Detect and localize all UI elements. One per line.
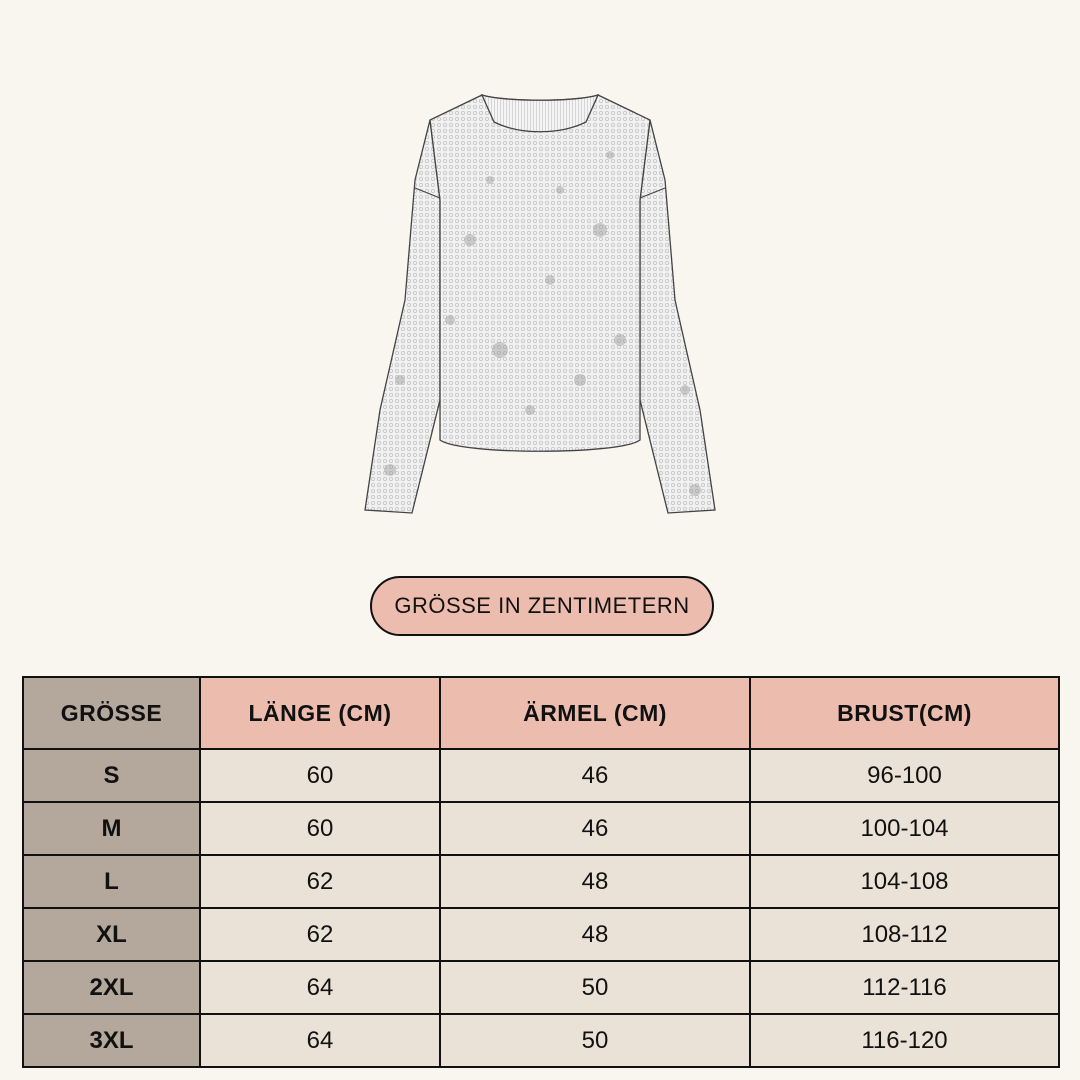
sleeve-cell: 46 [440, 749, 750, 802]
sleeve-cell: 46 [440, 802, 750, 855]
length-cell: 62 [200, 855, 440, 908]
table-row [23, 1014, 1059, 1067]
table-row [23, 908, 1059, 961]
size-cell: 3XL [23, 1014, 200, 1067]
table-row [23, 855, 1059, 908]
table-row [23, 749, 1059, 802]
column-header-sleeve: ÄRMEL (CM) [440, 677, 750, 749]
length-cell: 60 [200, 802, 440, 855]
chest-cell: 104-108 [750, 855, 1059, 908]
size-unit-badge: GRÖSSE IN ZENTIMETERN [370, 576, 714, 636]
sleeve-cell: 48 [440, 908, 750, 961]
size-cell: XL [23, 908, 200, 961]
column-header-chest: BRUST(CM) [750, 677, 1059, 749]
size-cell: S [23, 749, 200, 802]
sleeve-cell: 50 [440, 961, 750, 1014]
size-cell: M [23, 802, 200, 855]
length-cell: 64 [200, 1014, 440, 1067]
table-row [23, 802, 1059, 855]
table-row [23, 961, 1059, 1014]
chest-cell: 108-112 [750, 908, 1059, 961]
chest-cell: 100-104 [750, 802, 1059, 855]
length-cell: 64 [200, 961, 440, 1014]
sweater-illustration [340, 80, 740, 530]
sleeve-cell: 48 [440, 855, 750, 908]
table-header-row [23, 677, 1059, 749]
size-table [22, 676, 1060, 1068]
chest-cell: 112-116 [750, 961, 1059, 1014]
length-cell: 60 [200, 749, 440, 802]
sweater-icon [340, 80, 740, 530]
chest-cell: 96-100 [750, 749, 1059, 802]
size-cell: L [23, 855, 200, 908]
column-header-size: GRÖSSE [23, 677, 200, 749]
column-header-length: LÄNGE (CM) [200, 677, 440, 749]
chest-cell: 116-120 [750, 1014, 1059, 1067]
size-cell: 2XL [23, 961, 200, 1014]
sleeve-cell: 50 [440, 1014, 750, 1067]
length-cell: 62 [200, 908, 440, 961]
